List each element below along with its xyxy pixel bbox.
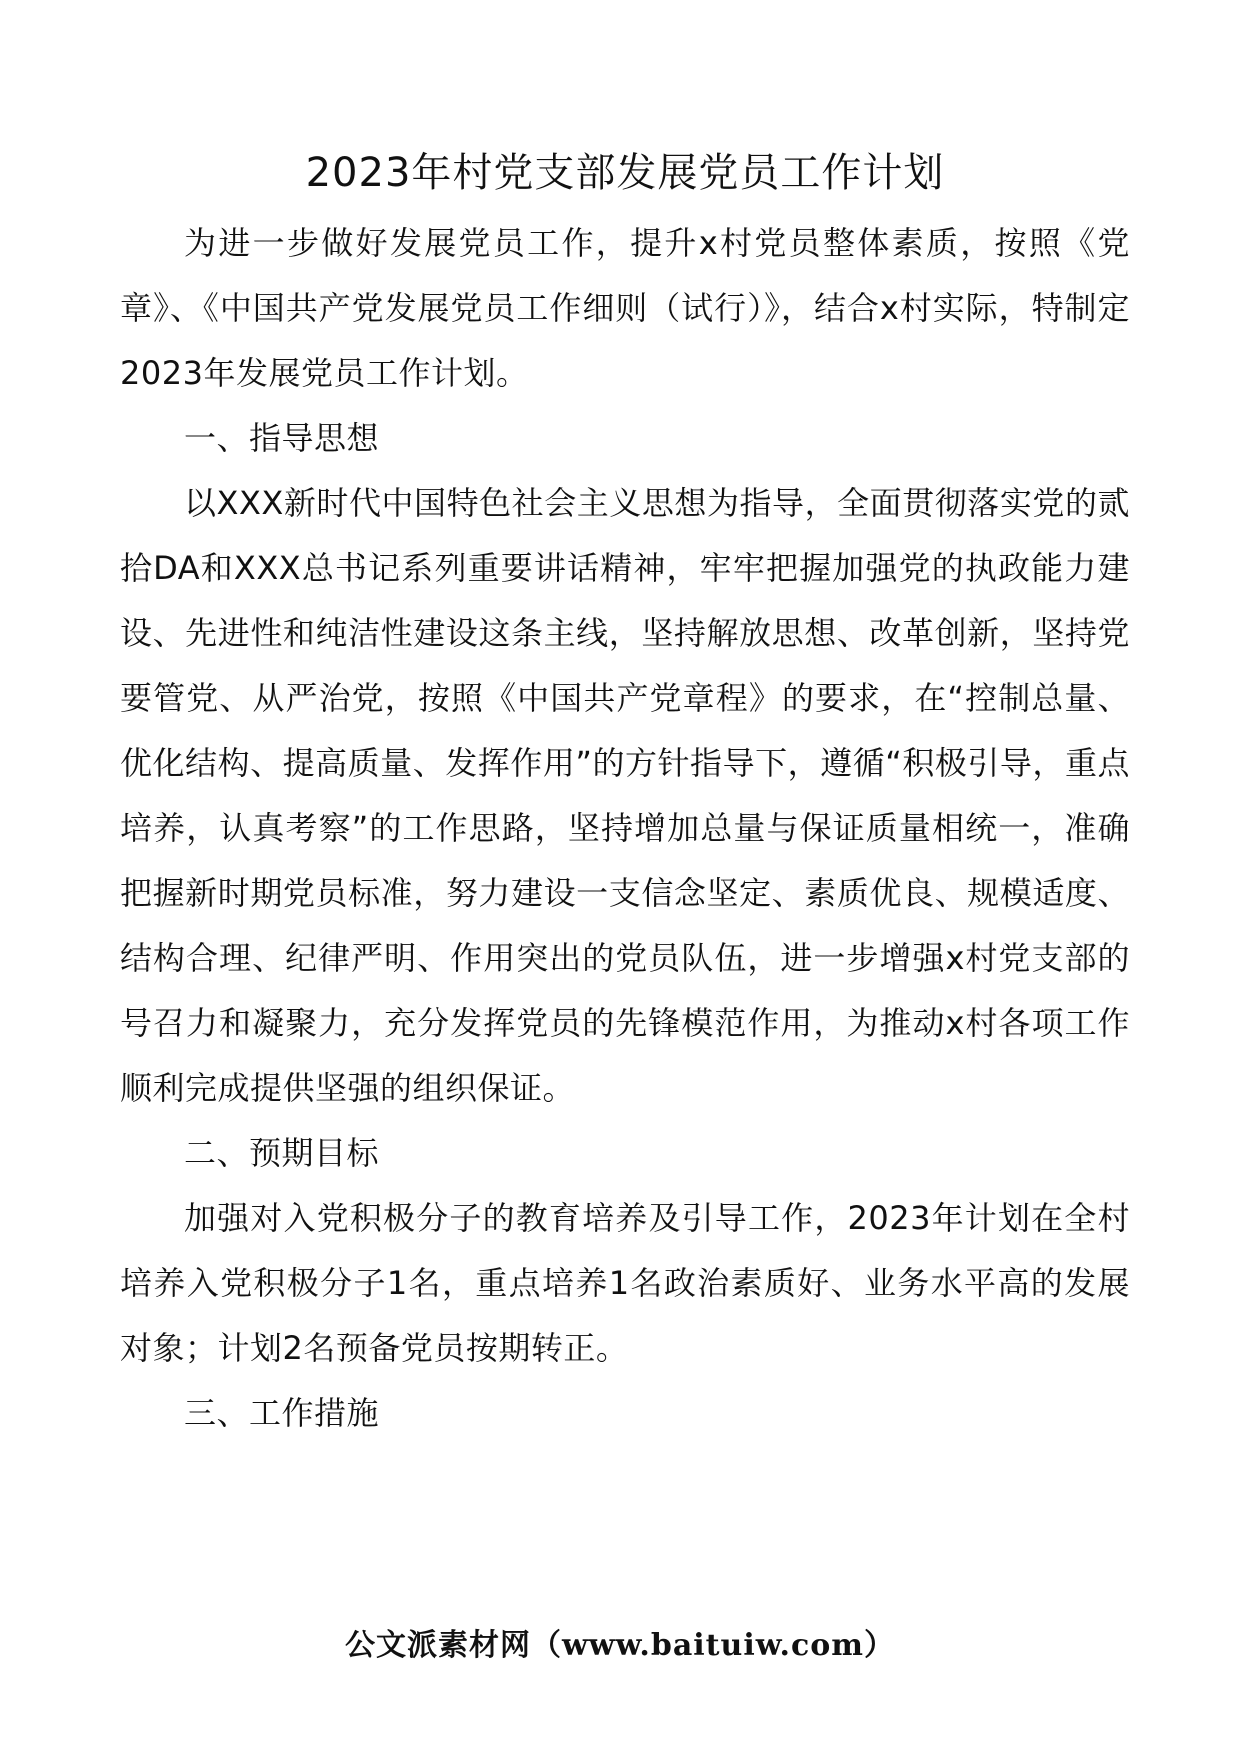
document-title: 2023年村党支部发展党员工作计划 xyxy=(305,150,945,196)
document-page xyxy=(120,145,1130,1446)
footer-watermark: 公文派素材网（www.baituiw.com） xyxy=(344,1628,896,1663)
section-heading-expected-goals: 二、预期目标 xyxy=(184,1134,380,1172)
section-heading-work-measures: 三、工作措施 xyxy=(184,1394,380,1432)
section-body-guiding-ideology: 以XXX新时代中国特色社会主义思想为指导，全面贯彻落实党的贰拾DA和XXX总书记系列重要讲话精神，牢牢把握加强党的执政能力建设、先进性和纯洁性建设这条主线，坚持解放思想、改革创新，坚持党要管党、从严治党，按照《中国共产党章程》的要求，在“控制总量、优化结构、提高质量、发挥作用”的方针指导下，遵循“积极引导，重点培养，认真考察”的工作思路，坚持增加总量与保证质量相统一，准确把握新时期党员标准，努力建设一支信念坚定、素质优良、规模适度、结构合理、纪律严明、作用突出的党员队伍，进一步增强x村党支部的号召力和凝聚力，充分发挥党员的先锋模范作用，为推动x村各项工作顺利完成提供坚强的组织保证。 xyxy=(120,484,1130,1107)
section-heading-guiding-ideology: 一、指导思想 xyxy=(184,419,380,457)
intro-paragraph: 为进一步做好发展党员工作，提升x村党员整体素质，按照《党章》、《中国共产党发展党员工作细则（试行）》，结合x村实际，特制定2023年发展党员工作计划。 xyxy=(120,224,1130,392)
section-body-expected-goals: 加强对入党积极分子的教育培养及引导工作，2023年计划在全村培养入党积极分子1名，重点培养1名政治素质好、业务水平高的发展对象；计划2名预备党员按期转正。 xyxy=(120,1199,1130,1367)
